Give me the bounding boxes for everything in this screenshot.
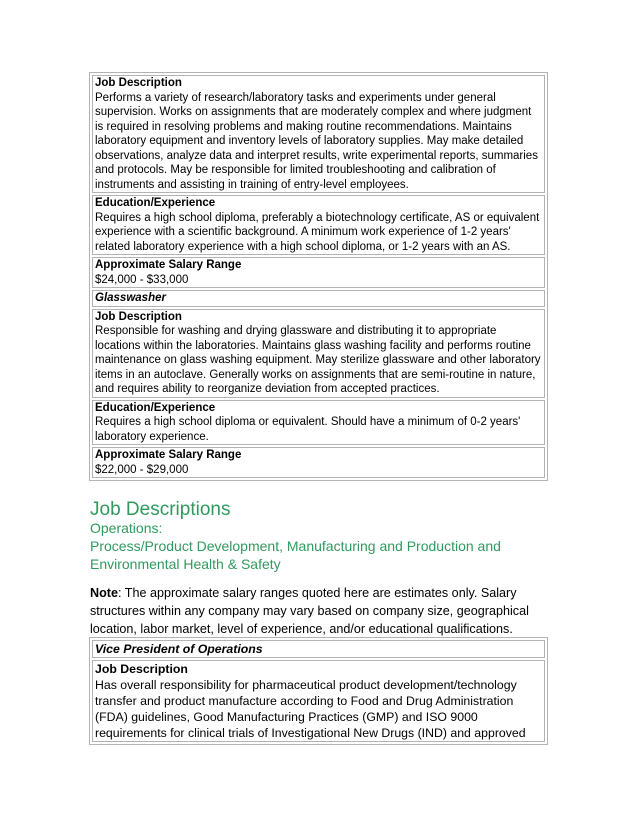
section-subtitle: Operations:	[90, 520, 163, 536]
vp-job-label: Job Description	[95, 662, 188, 676]
glasswasher-salary-label: Approximate Salary Range	[95, 449, 242, 461]
glasswasher-education-label: Education/Experience	[95, 401, 216, 414]
education-label: Education/Experience	[95, 197, 216, 209]
note-label: Note	[90, 586, 118, 600]
salary-note	[90, 584, 540, 639]
vp-job-cell	[92, 660, 545, 742]
table-row	[92, 660, 545, 742]
salary-label: Approximate Salary Range	[95, 259, 242, 271]
lab-tech-job-table	[89, 72, 548, 481]
vp-title-cell	[92, 640, 545, 658]
education-cell	[92, 195, 545, 255]
glasswasher-education-text: Requires a high school diploma or equivalent. Should have a minimum of 0-2 years' laboratory experience.	[95, 416, 521, 443]
table-row	[92, 195, 545, 255]
table-row	[92, 309, 545, 398]
glasswasher-job-label: Job Description	[95, 310, 182, 323]
vp-title: Vice President of Operations	[95, 642, 263, 656]
glasswasher-job-text: Responsible for washing and drying glassware and distributing it to appropriate locations within the laboratories. Maintains glass washing facility and performs routine maintenance on glass washing equipment. May sterilize glassware and other laboratory items in an autoclave. Generally works on assignments that are semi-routine in nature, and requires ability to reorganize deviation from accepted practices.	[95, 325, 541, 395]
education-text: Requires a high school diploma, preferably a biotechnology certificate, AS or equivalent experience with a scientific background. A minimum work experience of 1-2 years' related laboratory experience with a high school diploma, or 1-2 years with an AS.	[95, 211, 540, 253]
glasswasher-title: Glasswasher	[95, 292, 166, 304]
table-row	[92, 640, 545, 658]
table-row	[92, 290, 545, 307]
job-description-label: Job Description	[95, 77, 182, 89]
table-row	[92, 75, 545, 193]
glasswasher-salary-text: $22,000 - $29,000	[95, 463, 189, 476]
glasswasher-job-cell	[92, 309, 545, 398]
vp-job-text: Has overall responsibility for pharmaceutical product development/technology transfer and product manufacture according to Food and Drug Administration (FDA) guidelines, Good Manufacturing Practices (GMP) and ISO 9000 requirements for clinical trials of Investigational New Drugs (IND) and approved	[95, 678, 526, 740]
job-description-cell	[92, 75, 545, 193]
section-areas: Process/Product Development, Manufacturing and Production and Environmental Health & Safety	[90, 538, 501, 572]
table-row	[92, 257, 545, 288]
salary-cell	[92, 257, 545, 288]
job-description-text: Performs a variety of research/laboratory tasks and experiments under general supervision. Works on assignments that are moderately complex and where judgment is required in resolving problems and making routine recommendations. Maintains laboratory equipment and inventory levels of laboratory supplies. May make detailed observations, analyze data and interpret results, write experimental reports, summaries and protocols. May be responsible for limited troubleshooting and calibration of instruments and assisting in training of entry-level employees.	[95, 91, 538, 191]
glasswasher-salary-cell	[92, 447, 545, 478]
glasswasher-title-cell	[92, 290, 545, 307]
vp-operations-table	[89, 637, 548, 745]
note-text: : The approximate salary ranges quoted here are estimates only. Salary structures within any company may vary based on company size, geographical location, labor market, level of experience, and/or educational qualifications.	[90, 586, 529, 637]
table-row	[92, 400, 545, 446]
glasswasher-education-cell	[92, 400, 545, 446]
table-row	[92, 447, 545, 478]
salary-text: $24,000 - $33,000	[95, 273, 189, 286]
section-heading: Job Descriptions	[90, 499, 231, 520]
